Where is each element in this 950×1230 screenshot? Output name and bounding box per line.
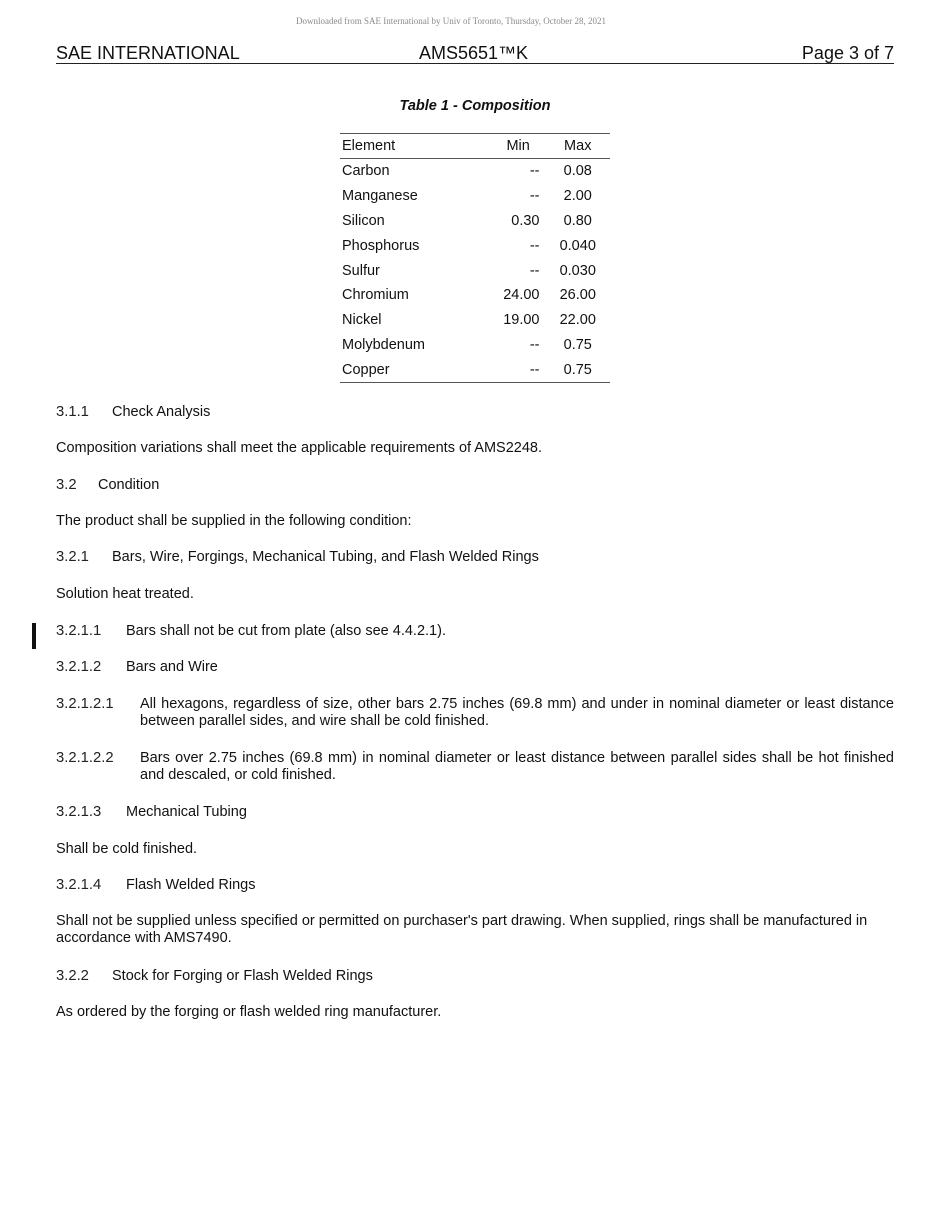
table-header-row [340,134,610,159]
section-number: 3.2.1.2.2 [56,750,114,766]
paragraph-3-2: The product shall be supplied in the following condition: [56,513,412,529]
page-header [56,44,894,64]
section-text: Bars over 2.75 inches (69.8 mm) in nominal diameter or least distance between parallel sides shall be hot finished and descaled, or cold finished. [140,750,894,783]
cell-max: 0.80 [563,212,592,229]
table-row [340,308,610,333]
cell-element: Molybdenum [342,336,426,353]
table-row [340,283,610,308]
section-heading-3-2-2 [56,968,894,985]
paragraph-3-1-1: Composition variations shall meet the applicable requirements of AMS2248. [56,440,543,456]
section-text: All hexagons, regardless of size, other bars 2.75 inches (69.8 mm) and under in nominal diameter or least distance between parallel sides, and wire shall be cold finished. [140,696,894,729]
section-number: 3.2.1.1 [56,623,102,639]
section-title: Bars and Wire [126,659,218,675]
section-heading-3-1-1 [56,404,894,421]
section-heading-3-2-1 [56,549,894,566]
section-title: Stock for Forging or Flash Welded Rings [112,968,373,984]
section-number: 3.2.1.2 [56,659,102,675]
table-row [340,333,610,358]
cell-max: 0.75 [563,336,592,353]
table-row [340,233,610,258]
section-heading-3-2 [56,477,894,494]
cell-min: -- [529,237,540,254]
cell-max: 0.08 [563,163,592,180]
table-row [340,209,610,234]
table-row [340,159,610,184]
paragraph-3-2-1: Solution heat treated. [56,586,194,602]
cell-max: 0.040 [559,237,596,254]
cell-min: -- [529,188,540,205]
section-number: 3.2.1 [56,549,89,565]
cell-element: Phosphorus [342,237,420,254]
cell-max: 22.00 [559,312,596,329]
cell-element: Sulfur [342,262,380,279]
section-3-2-1-2-2 [56,750,894,784]
paragraph-3-2-2: As ordered by the forging or flash welded ring manufacturer. [56,1004,442,1020]
section-heading-3-2-1-4 [56,877,894,894]
section-number: 3.2.1.4 [56,877,102,893]
header-page-number: Page 3 of 7 [801,43,894,63]
cell-max: 0.75 [563,361,592,378]
header-org: SAE INTERNATIONAL [56,43,240,63]
cell-max: 2.00 [563,188,592,205]
cell-element: Carbon [342,163,390,180]
revision-change-bar [32,623,36,649]
section-number: 3.2 [56,477,77,493]
cell-min: -- [529,361,540,378]
cell-element: Silicon [342,212,385,229]
column-header-min: Min [491,134,546,159]
paragraph-3-2-1-4: Shall not be supplied unless specified or permitted on purchaser's part drawing. When supplied, rings shall be manufactured in accordance with AMS7490. [56,913,868,946]
section-heading-3-2-1-3 [56,804,894,821]
cell-element: Nickel [342,312,382,329]
cell-min: -- [529,163,540,180]
cell-min: 24.00 [503,287,540,304]
cell-min: 19.00 [503,312,540,329]
cell-element: Chromium [342,287,409,304]
cell-element: Manganese [342,188,418,205]
cell-max: 26.00 [559,287,596,304]
column-header-element: Element [340,134,491,159]
section-title: Mechanical Tubing [126,804,247,820]
download-watermark: Downloaded from SAE International by Univ of Toronto, Thursday, October 28, 2021 [296,16,606,26]
section-number: 3.2.1.2.1 [56,696,114,712]
cell-max: 0.030 [559,262,596,279]
column-header-max: Max [546,134,611,159]
section-title: Bars, Wire, Forgings, Mechanical Tubing, and Flash Welded Rings [112,549,539,565]
section-heading-3-2-1-1 [56,623,894,640]
section-number: 3.1.1 [56,404,89,420]
cell-element: Copper [342,361,390,378]
table-row [340,258,610,283]
section-number: 3.2.1.3 [56,804,102,820]
composition-table [340,133,610,383]
cell-min: 0.30 [511,212,540,229]
cell-min: -- [529,336,540,353]
paragraph-3-2-1-3: Shall be cold finished. [56,841,198,857]
section-heading-3-2-1-2 [56,659,894,676]
section-number: 3.2.2 [56,968,89,984]
section-3-2-1-2-1 [56,696,894,730]
table-row [340,184,610,209]
cell-min: -- [529,262,540,279]
table-row [340,357,610,382]
header-doc-id: AMS5651™K [419,43,529,63]
section-title: Bars shall not be cut from plate (also see 4.4.2.1). [126,623,446,639]
section-title: Flash Welded Rings [126,877,256,893]
section-title: Check Analysis [112,404,211,420]
section-title: Condition [98,477,160,493]
table-title: Table 1 - Composition [399,98,551,114]
